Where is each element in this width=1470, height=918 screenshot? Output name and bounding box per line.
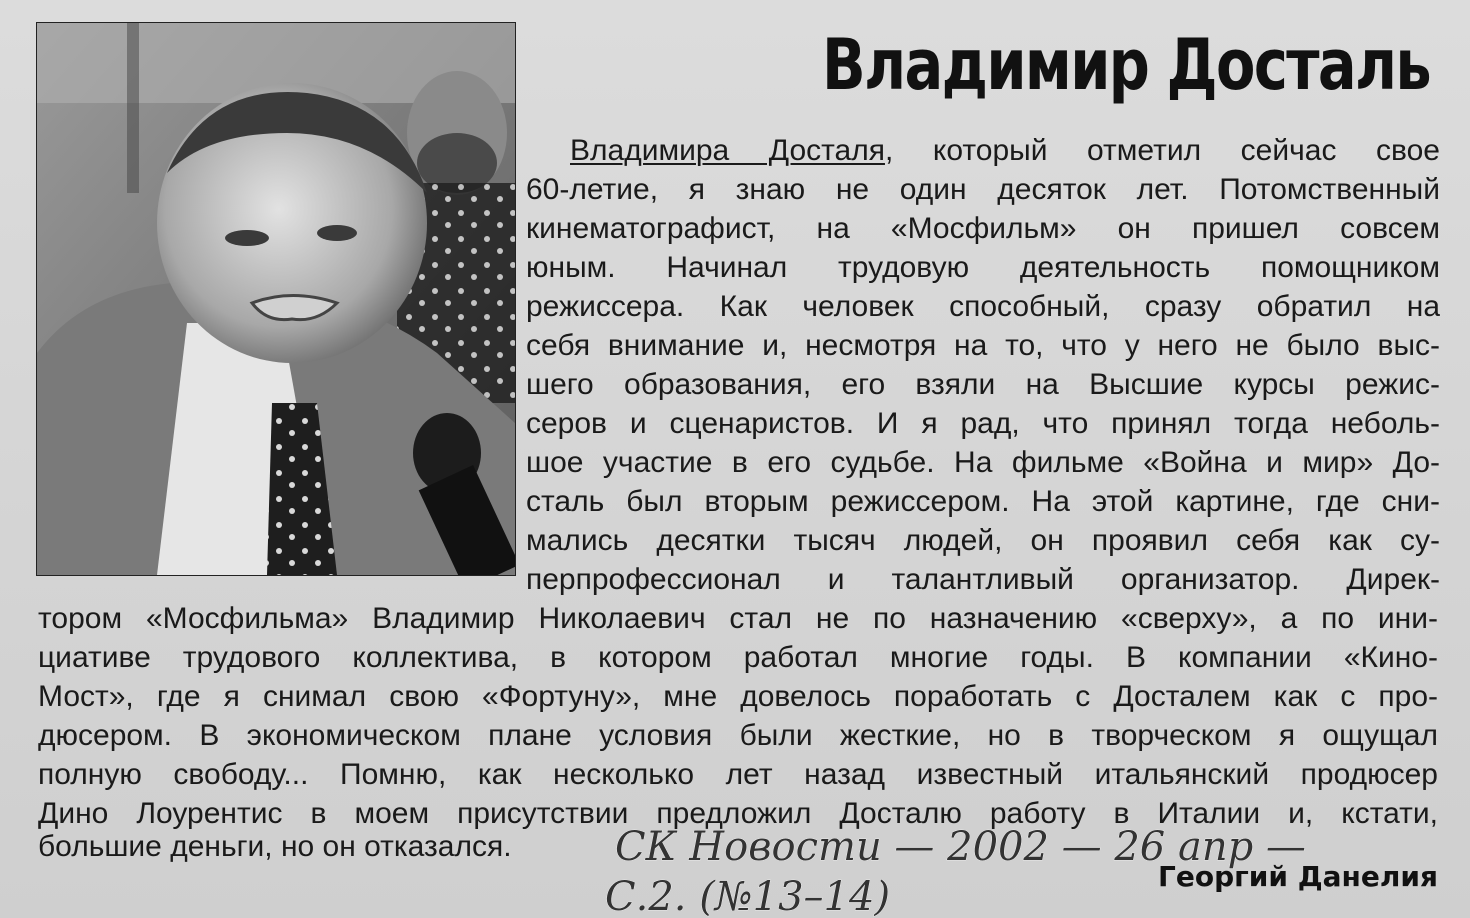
article-line-12: перпрофессионал и талантливый организатор. Дирек-	[526, 563, 1440, 596]
article-line-5: режиссера. Как человек способный, сразу обратил на	[526, 290, 1440, 323]
article-line-14: циативе трудового коллектива, в котором работал многие годы. В компании «Кино-	[38, 641, 1438, 674]
article-line-9: шое участие в его судьбе. На фильме «Война и мир» До-	[526, 446, 1440, 479]
article-line-13: тором «Мосфильма» Владимир Николаевич стал не по назначению «сверху», а по ини-	[38, 602, 1438, 635]
article-line-3: кинематографист, на «Мосфильм» он пришел совсем	[526, 212, 1440, 245]
headline: Владимир Досталь	[822, 24, 1430, 106]
article-line-8: серов и сценаристов. И я рад, что принял тогда неболь-	[526, 407, 1440, 440]
handwritten-line-2: С.2. (№13–14)	[605, 874, 891, 918]
article-line-1: Владимира Досталя, который отметил сейчас свое	[570, 134, 1440, 167]
article-line-7: шего образования, его взяли на Высшие курсы режис-	[526, 368, 1440, 401]
article-line-19: большие деньги, но он отказался.	[38, 830, 512, 863]
article-line-10: сталь был вторым режиссером. На этой картине, где сни-	[526, 485, 1440, 518]
portrait-photo	[36, 22, 516, 576]
article-line-2: 60-летие, я знаю не один десяток лет. Потомственный	[526, 173, 1440, 206]
article-line-6: себя внимание и, несмотря на то, что у него не было выс-	[526, 329, 1440, 362]
lead-name: Владимира Досталя	[570, 134, 885, 167]
article-line-16: дюсером. В экономическом плане условия были жесткие, но в творческом я ощущал	[38, 719, 1438, 752]
article-line-15: Мост», где я снимал свою «Фортуну», мне довелось поработать с Досталем как с про-	[38, 680, 1438, 713]
byline: Георгий Данелия	[1158, 860, 1438, 893]
photo-illustration	[37, 23, 515, 575]
handwritten-line-1: СК Новости — 2002 — 26 апр —	[615, 824, 1306, 870]
article-line-18: Дино Лоурентис в моем присутствии предложил Досталю работу в Италии и, кстати,	[38, 797, 1438, 830]
article-line-11: мались десятки тысяч людей, он проявил себя как су-	[526, 524, 1440, 557]
article-line-17: полную свободу... Помню, как несколько лет назад известный итальянский продюсер	[38, 758, 1438, 791]
article-line-4: юным. Начинал трудовую деятельность помощником	[526, 251, 1440, 284]
